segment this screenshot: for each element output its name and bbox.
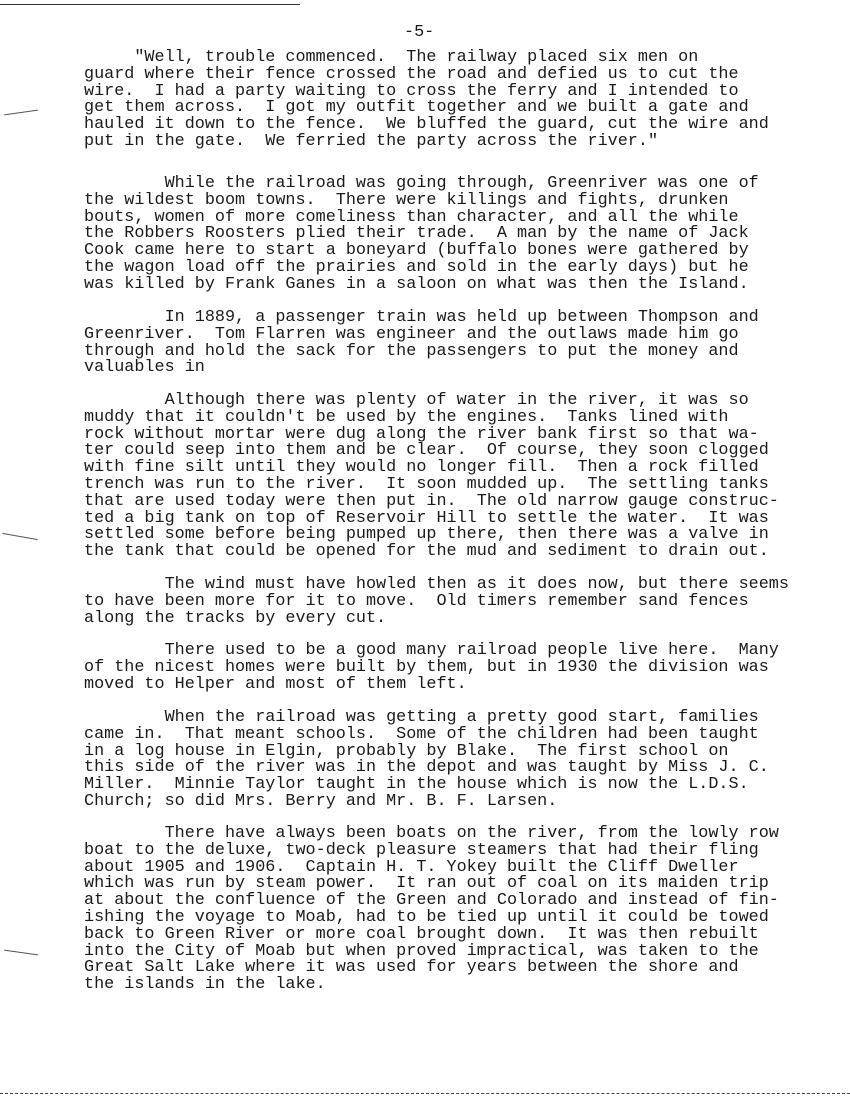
paragraph-7 [84, 710, 769, 811]
text-line: Great Salt Lake where it was used for years between the shore and [84, 958, 739, 978]
text-line: which was run by steam power. It ran out of coal on its maiden trip [84, 874, 769, 894]
text-line: get them across. I got my outfit together and we built a gate and [84, 98, 749, 118]
page-number: -5- [404, 23, 435, 42]
text-line: the tank that could be opened for the mud and sediment to drain out. [84, 542, 769, 562]
text-line: the wildest boom towns. There were killings and fights, drunken [84, 190, 729, 210]
text-line: In 1889, a passenger train was held up between Thompson and [84, 308, 759, 327]
margin-scan-mark [4, 950, 38, 956]
text-line: moved to Helper and most of them left. [84, 674, 467, 694]
text-line: There have always been boats on the river, from the lowly row [84, 824, 779, 843]
text-line: muddy that it couldn't be used by the engines. Tanks lined with [84, 407, 729, 427]
text-line: bouts, women of more comeliness than character, and all the while [84, 207, 739, 227]
text-line: Cook came here to start a boneyard (buffalo bones were gathered by [84, 241, 749, 261]
text-line: trench was run to the river. It soon mudded up. The settling tanks [84, 474, 769, 494]
paragraph-4 [84, 393, 779, 561]
paragraph-1 [84, 50, 769, 151]
paragraph-6 [84, 643, 779, 693]
text-line: Although there was plenty of water in the river, it was so [84, 391, 749, 410]
margin-scan-mark [2, 533, 38, 540]
text-line: Church; so did Mrs. Berry and Mr. B. F. Larsen. [84, 791, 558, 811]
text-line: rock without mortar were dug along the river bank first so that wa- [84, 424, 759, 444]
text-line: ted a big tank on top of Reservoir Hill to settle the water. It was [84, 508, 769, 528]
paragraph-8 [84, 826, 779, 994]
text-line: about 1905 and 1906. Captain H. T. Yokey built the Cliff Dweller [84, 857, 739, 877]
text-line: Miller. Minnie Taylor taught in the house which is now the L.D.S. [84, 775, 749, 795]
bottom-edge-line [0, 1093, 850, 1094]
top-edge-line [0, 4, 300, 5]
paragraph-5 [84, 577, 789, 627]
text-line: the wagon load off the prairies and sold in the early days) but he [84, 257, 749, 277]
text-line: in a log house in Elgin, probably by Blake. The first school on [84, 741, 729, 761]
text-line: "Well, trouble commenced. The railway placed six men on [84, 48, 699, 67]
text-line: the Robbers Roosters plied their trade. A man by the name of Jack [84, 224, 749, 244]
text-line: hauled it down to the fence. We bluffed the guard, cut the wire and [84, 115, 769, 135]
text-line: ter could seep into them and be clear. Of course, they soon clogged [84, 441, 769, 461]
text-line: to have been more for it to move. Old timers remember sand fences [84, 591, 749, 611]
text-line: guard where their fence crossed the road and defied us to cut the [84, 64, 739, 84]
text-line: through and hold the sack for the passengers to put the money and [84, 341, 739, 361]
text-line: settled some before being pumped up there, then there was a valve in [84, 525, 769, 545]
text-line: wire. I had a party waiting to cross the ferry and I intended to [84, 81, 739, 101]
paragraph-2 [84, 176, 759, 294]
text-line: with fine silt until they would no longer fill. Then a rock filled [84, 458, 759, 478]
text-line: at about the confluence of the Green and Colorado and instead of fin- [84, 891, 779, 911]
text-line: The wind must have howled then as it does now, but there seems [84, 575, 789, 594]
text-line: There used to be a good many railroad people live here. Many [84, 641, 779, 660]
paragraph-3 [84, 310, 759, 377]
text-line: along the tracks by every cut. [84, 608, 387, 628]
text-line: this side of the river was in the depot and was taught by Miss J. C. [84, 758, 769, 778]
text-line: boat to the deluxe, two-deck pleasure steamers that had their fling [84, 840, 759, 860]
text-line: of the nicest homes were built by them, but in 1930 the division was [84, 657, 769, 677]
text-line: Greenriver. Tom Flarren was engineer and the outlaws made him go [84, 324, 739, 344]
text-line: When the railroad was getting a pretty good start, families [84, 708, 759, 727]
text-line: ishing the voyage to Moab, had to be tied up until it could be towed [84, 907, 769, 927]
text-line: put in the gate. We ferried the party across the river." [84, 131, 659, 151]
text-line: back to Green River or more coal brought down. It was then rebuilt [84, 924, 759, 944]
text-line: came in. That meant schools. Some of the children had been taught [84, 724, 759, 744]
text-line: was killed by Frank Ganes in a saloon on what was then the Island. [84, 274, 749, 294]
text-line: into the City of Moab but when proved impractical, was taken to the [84, 941, 759, 961]
text-line: the islands in the lake. [84, 975, 326, 995]
margin-scan-mark [4, 110, 38, 116]
text-line: that are used today were then put in. The old narrow gauge construc- [84, 491, 779, 511]
text-line: While the railroad was going through, Greenriver was one of [84, 174, 759, 193]
text-line: valuables in [84, 358, 205, 378]
